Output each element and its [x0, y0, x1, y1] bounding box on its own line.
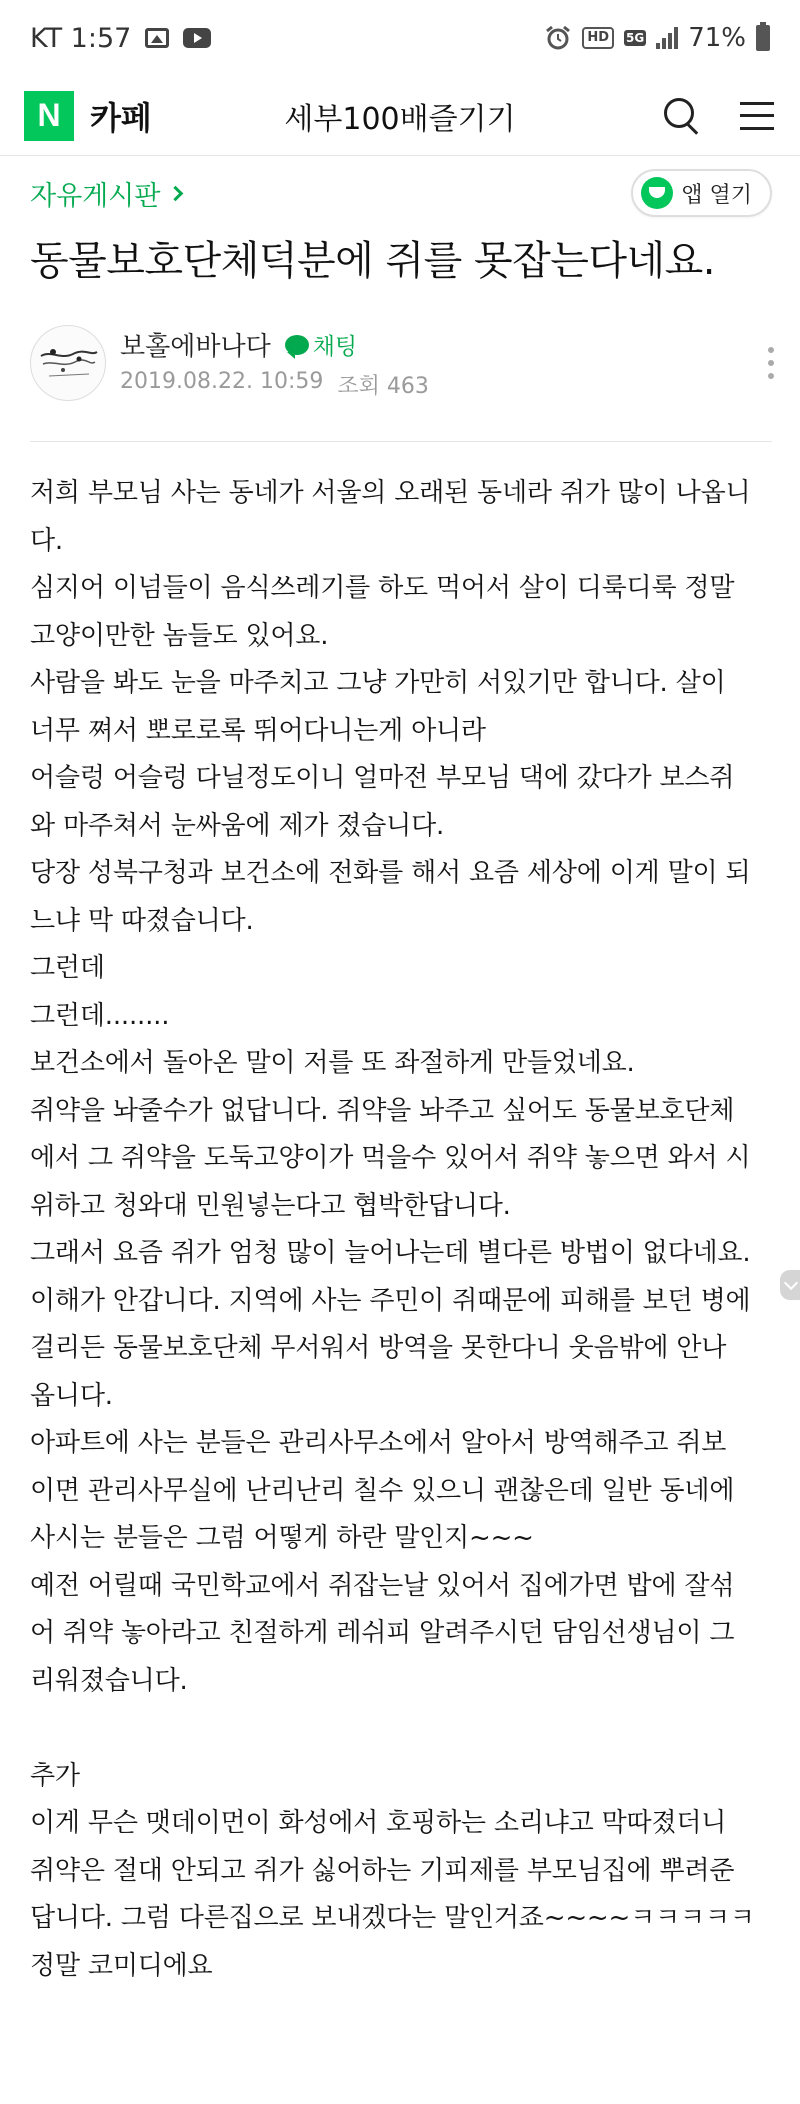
body-line: 에서 그 쥐약을 도둑고양이가 먹을수 있어서 쥐약 놓으면 와서 시	[30, 1143, 751, 1173]
post-title: 동물보호단체덕분에 쥐를 못잡는다네요.	[30, 238, 716, 284]
image-icon	[145, 28, 169, 48]
body-line: 보건소에서 돌아온 말이 저를 또 좌절하게 만들었네요.	[30, 1048, 635, 1078]
body-line: 걸리든 동물보호단체 무서워서 방역을 못한다니 웃음밖에 안나	[30, 1333, 727, 1363]
body-line: 이면 관리사무실에 난리난리 칠수 있으니 괜찮은데 일반 동네에	[30, 1475, 735, 1506]
battery-percent: 71%	[688, 23, 746, 53]
5g-icon: 5G	[626, 31, 645, 45]
body-line: 아파트에 사는 분들은 관리사무소에서 알아서 방역해주고 쥐보	[30, 1428, 727, 1458]
post-body	[30, 470, 778, 1990]
body-line: 위하고 청와대 민원넣는다고 협박한답니다.	[30, 1190, 511, 1221]
chat-button[interactable]	[285, 328, 357, 361]
youtube-icon	[183, 28, 211, 48]
chat-bubble-icon	[285, 335, 309, 355]
signal-icon	[656, 27, 678, 49]
body-line: 답니다. 그럼 다른집으로 보내겠다는 말인거죠~~~~ㅋㅋㅋㅋㅋ	[30, 1903, 755, 1933]
avatar[interactable]	[30, 325, 106, 401]
body-line: 심지어 이넘들이 음식쓰레기를 하도 먹어서 살이 디룩디룩 정말	[30, 573, 735, 603]
body-line: 사람을 봐도 눈을 마주치고 그냥 가만히 서있기만 합니다. 살이	[30, 668, 726, 698]
battery-icon	[756, 25, 770, 51]
alarm-icon	[544, 24, 572, 52]
body-line: 그런데........	[30, 1000, 170, 1031]
search-icon[interactable]	[664, 98, 700, 134]
author-name[interactable]: 보홀에바나다	[120, 332, 271, 362]
app-header	[0, 76, 800, 156]
body-line: 그런데	[30, 953, 105, 983]
naver-logo[interactable]: N	[24, 91, 74, 141]
body-line: 쥐약을 놔줄수가 없답니다. 쥐약을 놔주고 싶어도 동물보호단체	[30, 1095, 735, 1126]
body-line: 정말 코미디에요	[30, 1950, 213, 1981]
body-line: 이게 무슨 맷데이먼이 화성에서 호핑하는 소리냐고 막따졌더니	[30, 1808, 727, 1838]
view-count: 조회 463	[337, 374, 429, 399]
body-line: 예전 어릴때 국민학교에서 쥐잡는날 있어서 집에가면 밥에 잘섞	[30, 1570, 735, 1601]
post-meta	[120, 369, 429, 400]
status-bar	[0, 0, 800, 76]
cafe-name[interactable]: 세부100배즐기기	[284, 101, 516, 137]
menu-icon[interactable]	[740, 102, 774, 130]
carrier-time: KT 1:57	[30, 22, 132, 54]
board-row	[30, 168, 772, 218]
body-line: 이해가 안갑니다. 지역에 사는 주민이 쥐때문에 피해를 보던 병에	[30, 1285, 751, 1316]
body-line: 옵니다.	[30, 1380, 113, 1411]
body-line: 저희 부모님 사는 동네가 서울의 오래된 동네라 쥐가 많이 나옵니	[30, 478, 751, 508]
cafe-app-icon	[641, 177, 673, 209]
app-open-button[interactable]	[631, 169, 772, 217]
hd-icon: HD	[582, 27, 614, 49]
board-link[interactable]	[30, 174, 181, 213]
body-line: 리워졌습니다.	[30, 1665, 188, 1696]
board-name: 자유게시판	[30, 180, 161, 212]
more-options-icon[interactable]	[768, 347, 774, 379]
body-line: 쥐약은 절대 안되고 쥐가 싫어하는 기피제를 부모님집에 뿌려준	[30, 1855, 735, 1886]
body-line: 느냐 막 따졌습니다.	[30, 905, 254, 936]
body-line: 당장 성북구청과 보건소에 전화를 해서 요즘 세상에 이게 말이 되	[30, 858, 751, 888]
body-line: 다.	[30, 525, 63, 556]
body-line: 고양이만한 놈들도 있어요.	[30, 620, 329, 651]
chevron-right-icon	[168, 185, 184, 201]
body-line: 너무 쪄서 뽀로로록 뛰어다니는게 아니라	[30, 715, 486, 746]
divider	[30, 441, 772, 442]
post-date: 2019.08.22. 10:59	[120, 369, 324, 394]
body-line: 와 마주쳐서 눈싸움에 제가 졌습니다.	[30, 810, 445, 841]
side-scroll-tab[interactable]	[780, 1270, 800, 1300]
author-row	[30, 322, 774, 404]
chat-label: 채팅	[312, 334, 358, 360]
body-line: 사시는 분들은 그럼 어떻게 하란 말인지~~~	[30, 1523, 534, 1553]
app-open-label: 앱 열기	[681, 182, 752, 208]
body-line	[30, 1705, 778, 1753]
cafe-service-label[interactable]: 카페	[90, 98, 152, 137]
body-line: 추가	[30, 1760, 80, 1791]
body-line: 어슬렁 어슬렁 다닐정도이니 얼마전 부모님 댁에 갔다가 보스쥐	[30, 763, 735, 793]
body-line: 어 쥐약 놓아라고 친절하게 레쉬피 알려주시던 담임선생님이 그	[30, 1618, 735, 1648]
body-line: 그래서 요즘 쥐가 엄청 많이 늘어나는데 별다른 방법이 없다네요.	[30, 1238, 751, 1268]
